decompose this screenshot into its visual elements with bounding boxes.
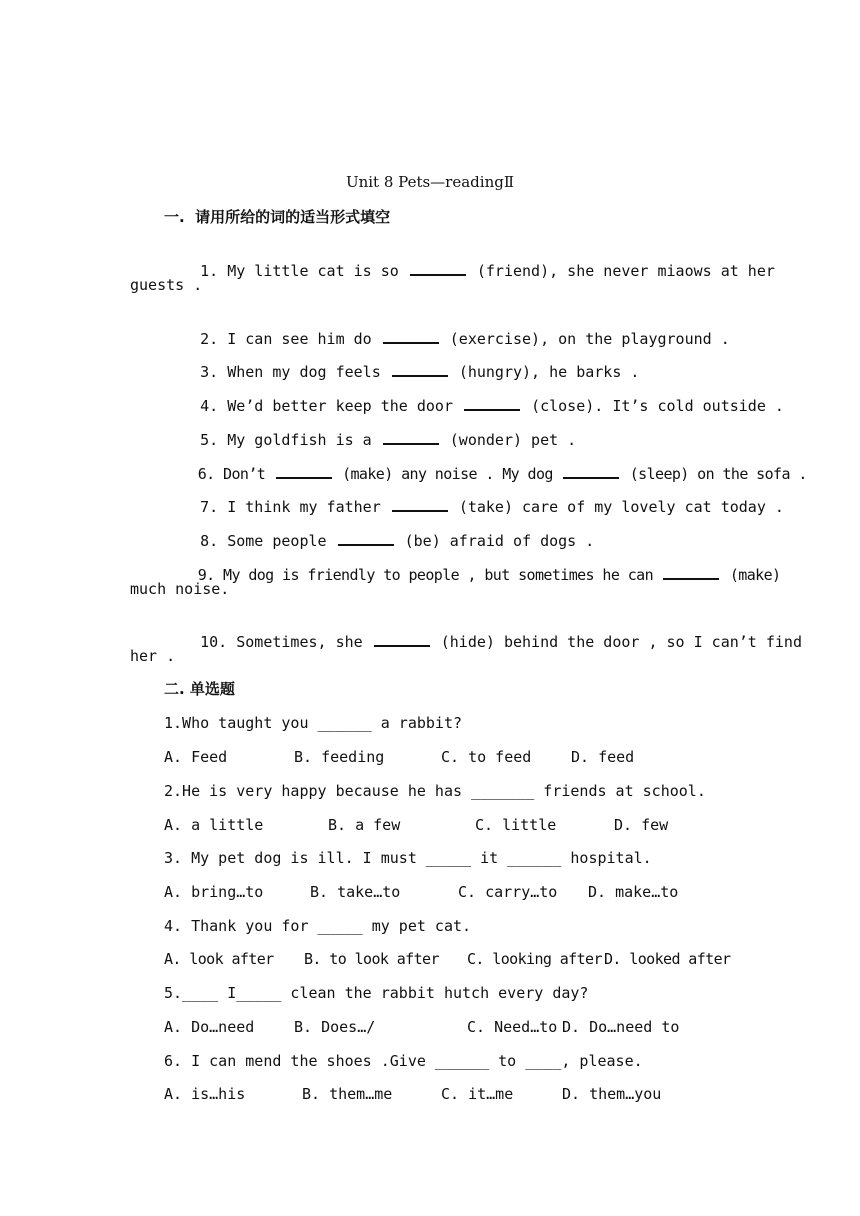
fill-item-8: 8. Some people (be) afraid of dogs . — [200, 532, 595, 550]
fill-item-9: 9. My dog is friendly to people , but sometimes he can (make) — [197, 566, 781, 584]
option-d[interactable]: D. Do…need to — [562, 1018, 680, 1036]
option-b[interactable]: B. Does…/ — [294, 1018, 376, 1036]
answer-blank[interactable] — [338, 532, 394, 546]
question-6: 6. I can mend the shoes .Give ______ to ____, please. — [164, 1052, 643, 1070]
page-title: Unit 8 Pets—readingⅡ — [345, 173, 515, 191]
answer-blank[interactable] — [374, 633, 430, 647]
option-b[interactable]: B. them…me — [302, 1085, 393, 1103]
fill-item-10-continued: her . — [130, 647, 176, 665]
option-c[interactable]: C. it…me — [441, 1085, 514, 1103]
fill-item-1-continued: guests . — [130, 276, 203, 294]
option-c[interactable]: C. to feed — [441, 748, 532, 766]
question-1-options — [164, 747, 730, 767]
answer-blank[interactable] — [464, 397, 520, 411]
fill-item-6: 6. Don’t (make) any noise . My dog (sleep) on the sofa . — [197, 465, 807, 483]
question-6-options — [164, 1084, 730, 1104]
option-a[interactable]: A. look after — [164, 950, 274, 968]
answer-blank[interactable] — [663, 566, 719, 580]
fill-item-1: 1. My little cat is so (friend), she never miaows at her — [200, 262, 775, 280]
option-b[interactable]: B. to look after — [304, 950, 439, 968]
question-2-options — [164, 815, 730, 835]
question-5-options — [164, 1017, 730, 1037]
option-a[interactable]: A. is…his — [164, 1085, 246, 1103]
option-b[interactable]: B. a few — [328, 816, 401, 834]
answer-blank[interactable] — [392, 498, 448, 512]
answer-blank[interactable] — [392, 363, 448, 377]
question-4-options — [164, 949, 730, 969]
option-d[interactable]: D. them…you — [562, 1085, 662, 1103]
option-d[interactable]: D. make…to — [588, 883, 679, 901]
question-1: 1.Who taught you ______ a rabbit? — [164, 714, 463, 732]
option-d[interactable]: D. few — [614, 816, 669, 834]
option-d[interactable]: D. looked after — [604, 950, 731, 968]
question-5: 5.____ I_____ clean the rabbit hutch every day? — [164, 984, 589, 1002]
question-3-options — [164, 882, 730, 902]
option-b[interactable]: B. feeding — [294, 748, 385, 766]
fill-item-9-continued: much noise. — [130, 580, 230, 598]
fill-item-4: 4. We’d better keep the door (close). It’s cold outside . — [200, 397, 784, 415]
fill-item-10: 10. Sometimes, she (hide) behind the door , so I can’t find — [200, 633, 802, 651]
option-c[interactable]: C. Need…to — [467, 1018, 558, 1036]
fill-item-5: 5. My goldfish is a (wonder) pet . — [200, 431, 577, 449]
fill-item-7: 7. I think my father (take) care of my lovely cat today . — [200, 498, 784, 516]
question-3: 3. My pet dog is ill. I must _____ it ______ hospital. — [164, 849, 652, 867]
option-d[interactable]: D. feed — [571, 748, 635, 766]
option-c[interactable]: C. little — [475, 816, 557, 834]
option-a[interactable]: A. bring…to — [164, 883, 264, 901]
option-a[interactable]: A. a little — [164, 816, 264, 834]
fill-item-3: 3. When my dog feels (hungry), he barks . — [200, 363, 640, 381]
question-2: 2.He is very happy because he has _______ friends at school. — [164, 782, 706, 800]
option-a[interactable]: A. Do…need — [164, 1018, 255, 1036]
fill-item-2: 2. I can see him do (exercise), on the playground . — [200, 330, 730, 348]
section-1-heading: 一. 请用所给的词的适当形式填空 — [164, 208, 391, 226]
option-c[interactable]: C. carry…to — [458, 883, 558, 901]
option-b[interactable]: B. take…to — [310, 883, 401, 901]
section-2-heading: 二. 单选题 — [164, 680, 235, 698]
answer-blank[interactable] — [410, 262, 466, 276]
option-a[interactable]: A. Feed — [164, 748, 228, 766]
question-4: 4. Thank you for _____ my pet cat. — [164, 917, 472, 935]
option-c[interactable]: C. looking after — [467, 950, 602, 968]
answer-blank[interactable] — [383, 431, 439, 445]
